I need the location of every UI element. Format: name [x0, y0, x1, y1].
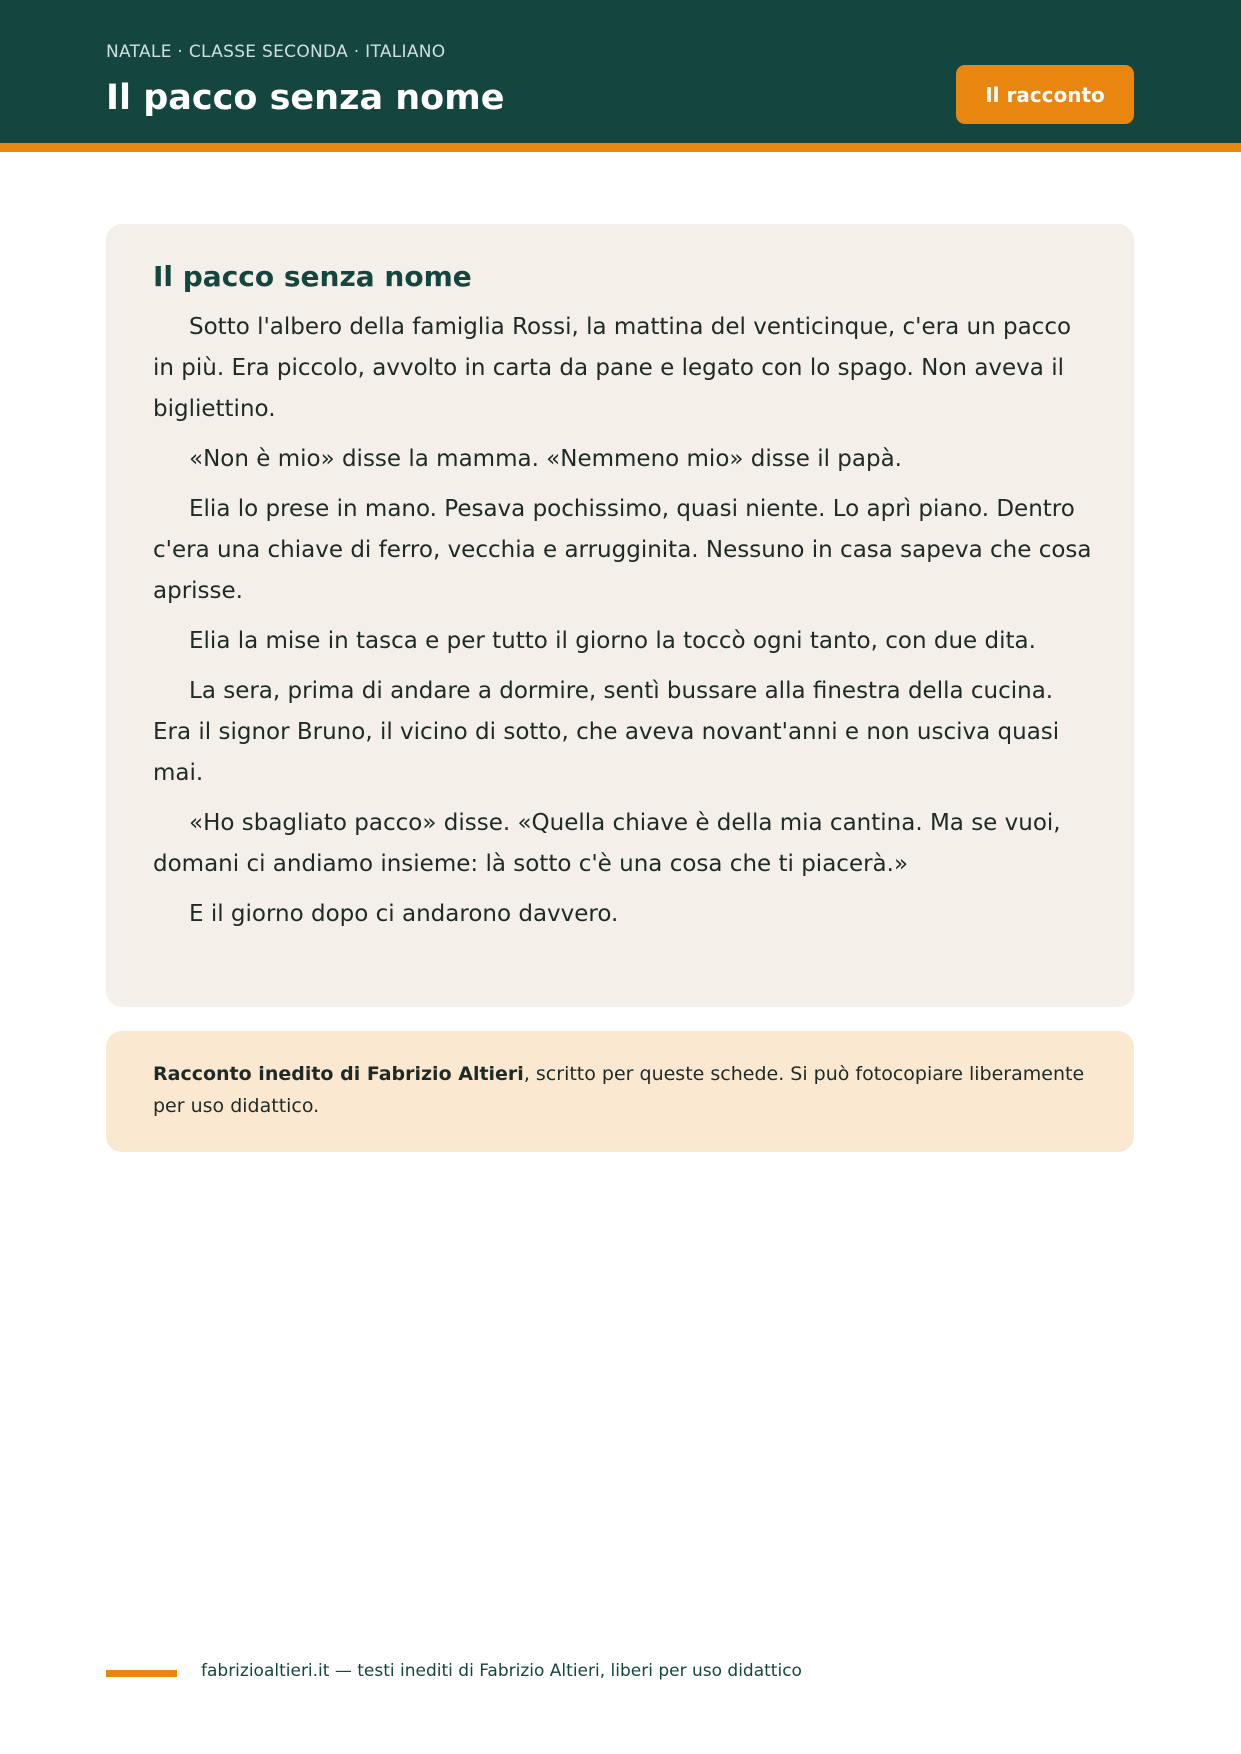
footer-text: fabrizioaltieri.it — testi inediti di Fabrizio Altieri, liberi per uso didattico [201, 1661, 802, 1681]
footer-accent-bar [106, 1670, 177, 1677]
story-title: Il pacco senza nome [153, 260, 472, 293]
header-kicker: NATALE · CLASSE SECONDA · ITALIANO [106, 42, 446, 62]
story-paragraph: E il giorno dopo ci andarono davvero. [189, 901, 619, 927]
author-note-bold: Racconto inedito di Fabrizio Altieri [153, 1063, 524, 1085]
story-paragraph: Sotto l'albero della famiglia Rossi, la mattina del venticinque, c'era un pacco in più. Era piccolo, avvolto in carta da pane e legato con lo spago. Non aveva il bigliettino. [153, 314, 1072, 422]
story-paragraph: «Ho sbagliato pacco» disse. «Quella chiave è della mia cantina. Ma se vuoi, domani ci andiamo insieme: là sotto c'è una cosa che ti piacerà.» [153, 810, 1061, 877]
story-paragraph: La sera, prima di andare a dormire, sentì bussare alla finestra della cucina. Era il signor Bruno, il vicino di sotto, che aveva novant'anni e non usciva quasi mai. [153, 678, 1060, 786]
page-header [0, 0, 1241, 152]
story-paragraph: Elia la mise in tasca e per tutto il giorno la toccò ogni tanto, con due dita. [189, 628, 1036, 654]
story-paragraph: «Non è mio» disse la mamma. «Nemmeno mio» disse il papà. [189, 446, 902, 472]
story-tag-button[interactable]: Il racconto [956, 65, 1134, 124]
story-paragraph: Elia lo prese in mano. Pesava pochissimo, quasi niente. Lo aprì piano. Dentro c'era una chiave di ferro, vecchia e arrugginita. Nessuno in casa sapeva che cosa aprisse. [153, 496, 1092, 604]
page-title: Il pacco senza nome [106, 78, 505, 118]
story-card [106, 224, 1134, 1007]
author-note-text: , scritto per queste schede. Si può fotocopiare liberamente per uso didattico. [153, 1063, 1085, 1117]
author-note [106, 1031, 1134, 1152]
